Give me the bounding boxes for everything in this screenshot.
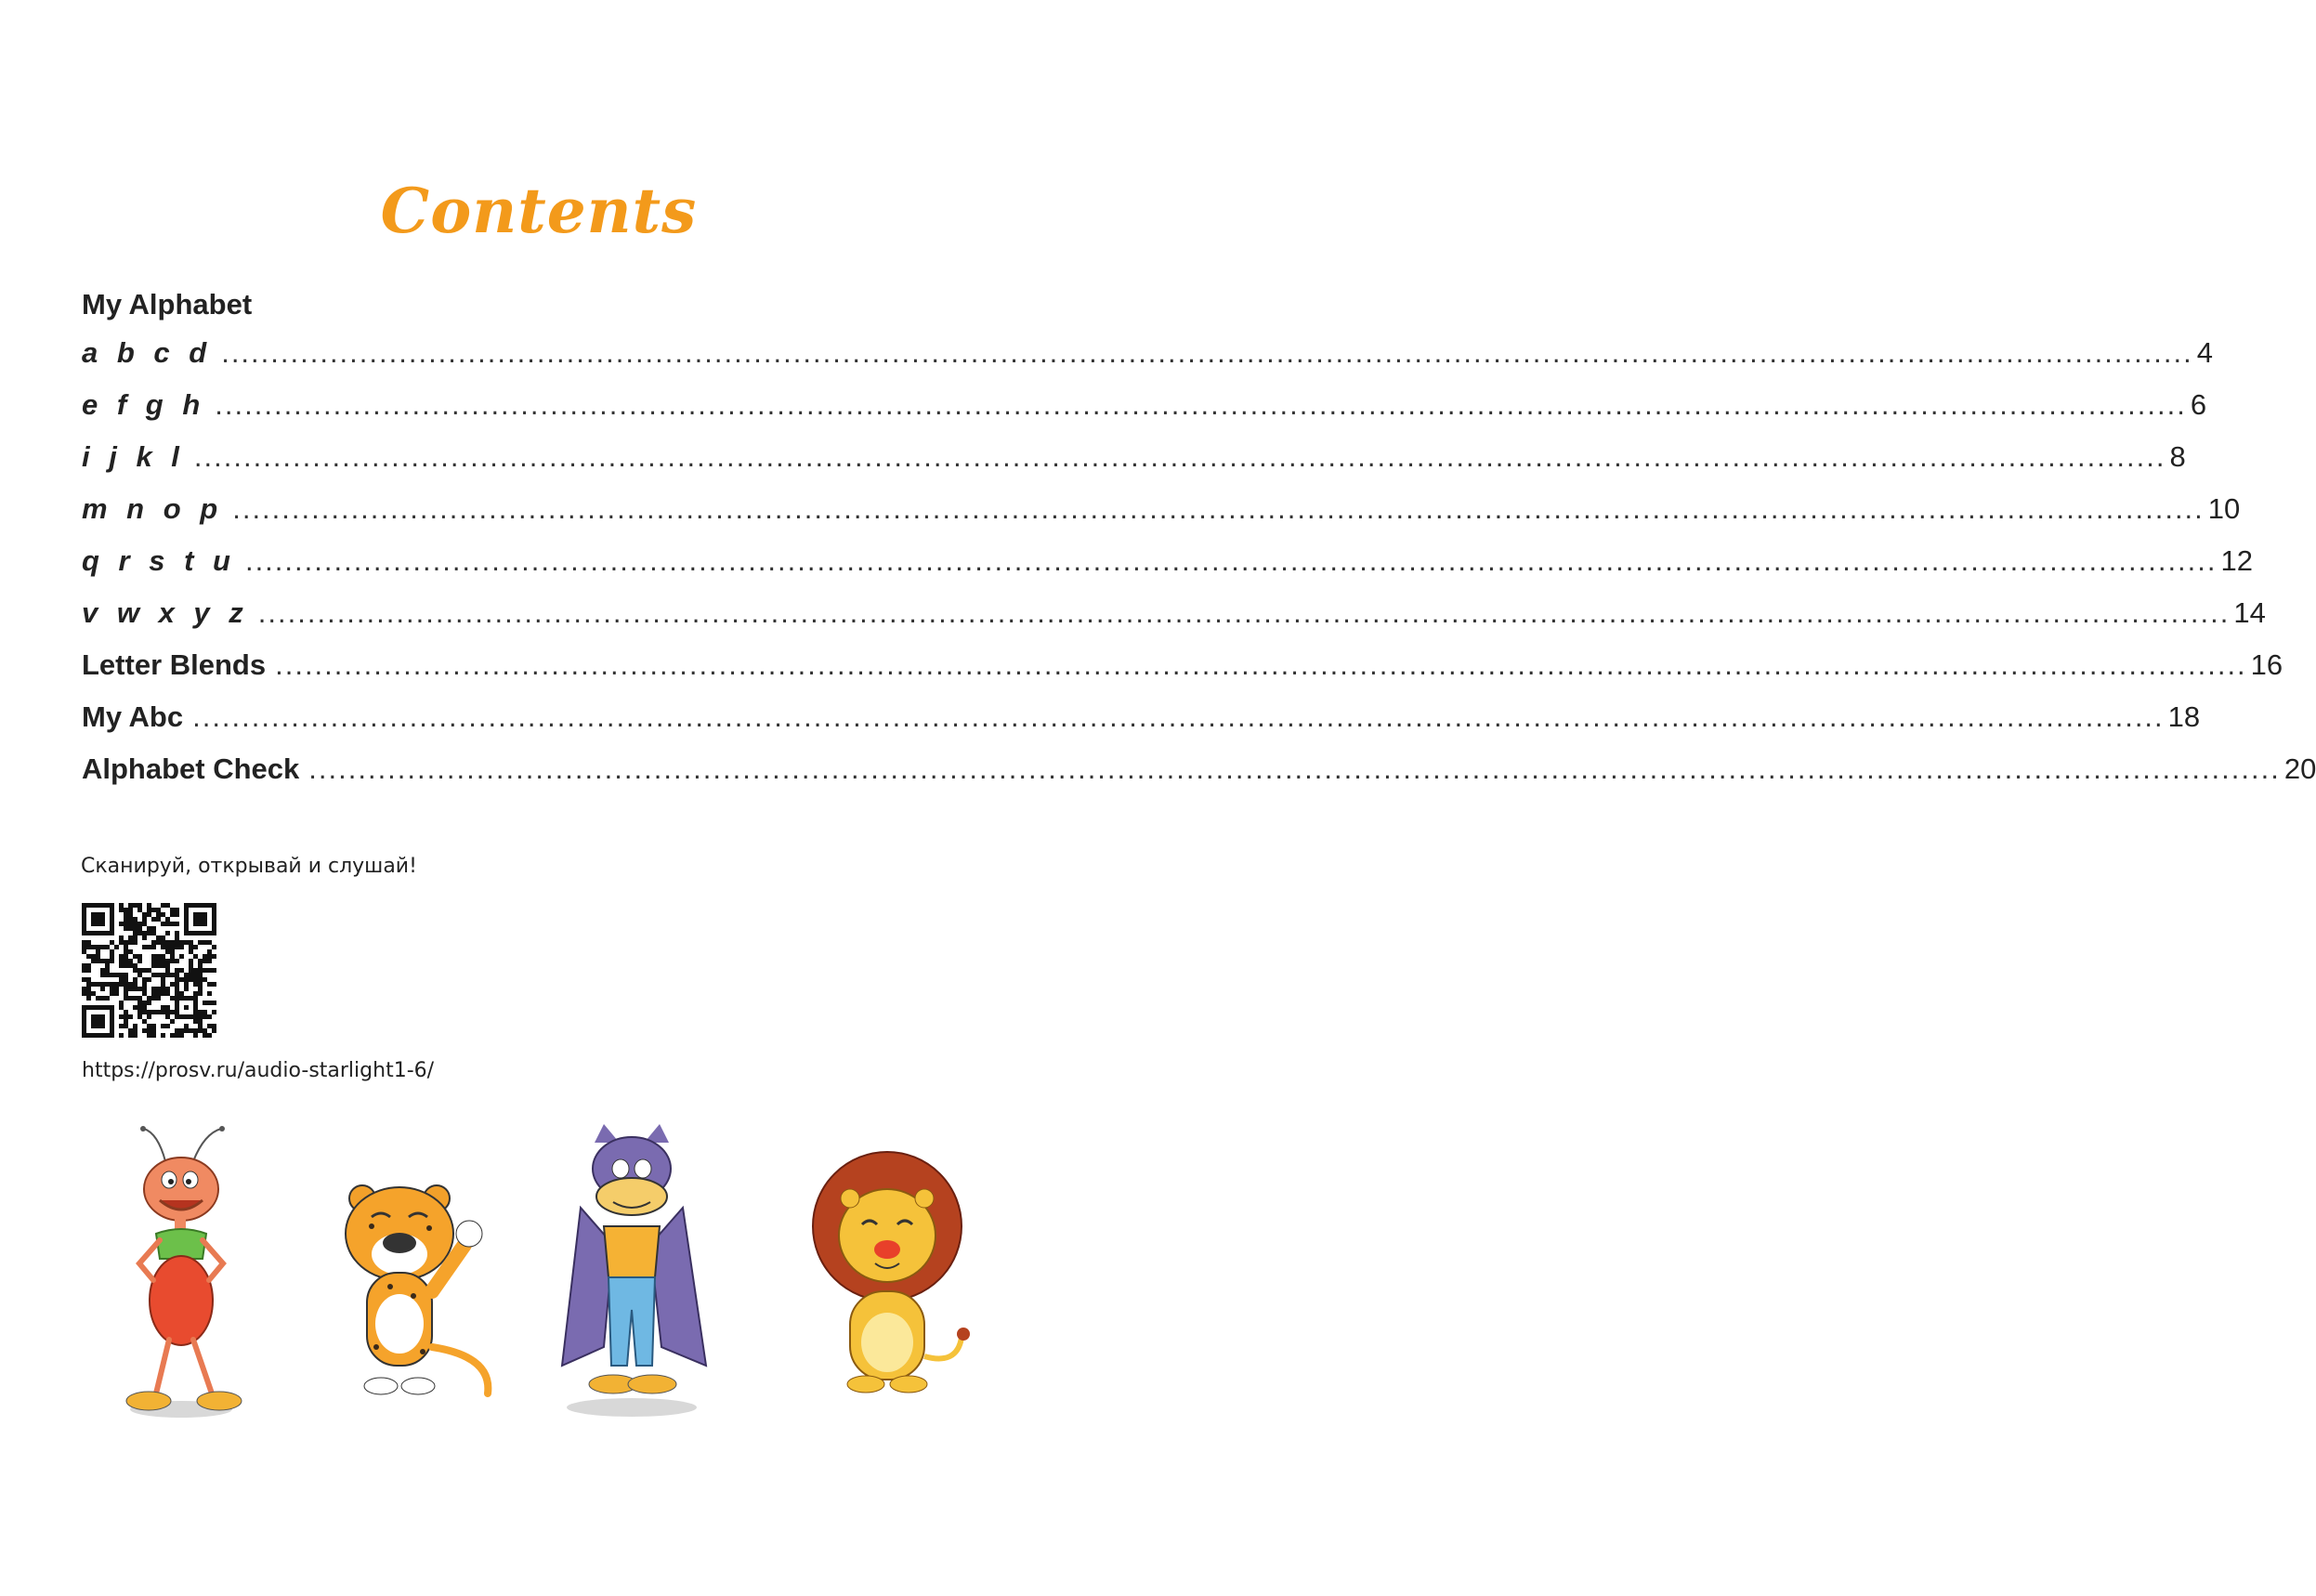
- toc-entry: [82, 440, 2186, 492]
- dot-leader: ........................................................................................................................................................................................................: [193, 440, 2166, 473]
- toc-entry: [82, 752, 2316, 805]
- toc-entry: [82, 648, 2283, 700]
- cheetah-character: [346, 1185, 488, 1394]
- dot-leader: ........................................................................................................................................................................................................: [257, 596, 2231, 629]
- toc-page-number: 8: [2169, 440, 2186, 473]
- toc-page-number: 6: [2190, 388, 2207, 421]
- toc-page-number: 16: [2250, 648, 2283, 681]
- bat-character: [562, 1124, 706, 1417]
- scan-prompt: Сканируй, открывай и слушай!: [81, 855, 417, 878]
- toc-label: v w x y z: [82, 596, 249, 629]
- toc-page-number: 14: [2233, 596, 2266, 629]
- dot-leader: ........................................................................................................................................................................................................: [244, 544, 2218, 577]
- character-illustrations: [0, 1124, 1115, 1440]
- section-heading: My Alphabet: [82, 288, 253, 321]
- toc-entry: [82, 388, 2207, 440]
- toc-entry: [82, 336, 2214, 388]
- toc-label: i j k l: [82, 440, 185, 473]
- dot-leader: ........................................................................................................................................................................................................: [308, 752, 2281, 785]
- page-title: Contents: [380, 175, 698, 247]
- lion-character: [813, 1152, 970, 1393]
- dot-leader: ........................................................................................................................................................................................................: [215, 388, 2187, 421]
- dot-leader: ........................................................................................................................................................................................................: [221, 336, 2193, 369]
- toc-entry: [82, 544, 2253, 596]
- toc-page-number: 4: [2196, 336, 2214, 369]
- dot-leader: ........................................................................................................................................................................................................: [192, 700, 2165, 733]
- toc-page-number: 12: [2220, 544, 2253, 577]
- qr-code[interactable]: [82, 903, 216, 1038]
- toc-entry: [82, 492, 2241, 544]
- toc-label: Letter Blends: [82, 648, 267, 681]
- toc-label: q r s t u: [82, 544, 236, 577]
- toc-entry: [82, 700, 2201, 752]
- toc-label: My Abc: [82, 700, 184, 733]
- toc-label: Alphabet Check: [82, 752, 300, 785]
- toc-page-number: 18: [2167, 700, 2201, 733]
- toc-page-number: 20: [2283, 752, 2316, 785]
- dot-leader: ........................................................................................................................................................................................................: [232, 492, 2205, 525]
- toc-entry: [82, 596, 2266, 648]
- audio-link[interactable]: https://prosv.ru/audio-starlight1-6/: [82, 1059, 435, 1082]
- ant-character: [126, 1126, 242, 1418]
- table-of-contents: [82, 336, 2316, 805]
- toc-page-number: 10: [2207, 492, 2241, 525]
- dot-leader: ........................................................................................................................................................................................................: [275, 648, 2247, 681]
- toc-label: e f g h: [82, 388, 206, 421]
- toc-label: a b c d: [82, 336, 213, 369]
- toc-label: m n o p: [82, 492, 224, 525]
